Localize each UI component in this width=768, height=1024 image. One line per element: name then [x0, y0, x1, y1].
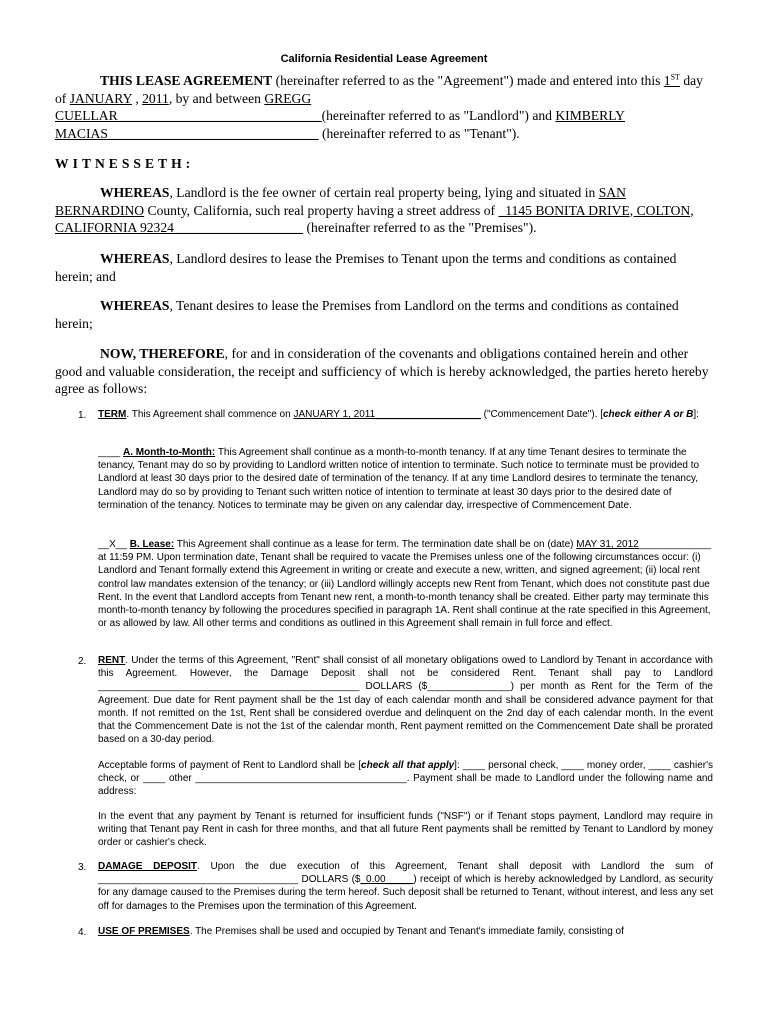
lease-year: 2011 — [142, 90, 169, 106]
option-a-checkbox-blank[interactable]: ____ — [98, 447, 124, 458]
whereas-2-text: , Landlord desires to lease the Premises to Tenant upon the terms and conditions as contained herein; and — [55, 251, 677, 284]
whereas-1-text-3: (hereinafter referred to as the "Premises"). — [303, 220, 537, 235]
rent-payment-forms — [98, 759, 713, 799]
whereas-1-paragraph — [55, 184, 715, 237]
tenant-last-name: MACIAS_______________________________ — [55, 125, 319, 141]
witnesseth-heading: WITNESSETH: — [55, 156, 195, 171]
now-therefore-text: , for and in consideration of the covenants and obligations contained herein and other good and valuable consideration, the receipt and sufficiency of which is hereby acknowledged, the parties hereto hereby agree as follows: — [55, 346, 709, 396]
damage-deposit-label: DAMAGE DEPOSIT — [98, 861, 198, 872]
option-b-text-1: This Agreement shall continue as a lease for term. The termination date shall be on (date) — [174, 539, 577, 550]
rent-text: . Under the terms of this Agreement, "Rent" shall consist of all monetary obligations owed to Landlord by Tenant in accordance with this Agreement. However, the Damage Deposit shall not be considered Rent. Tenant shall pay to Landlord _______________________________________________ DOLLARS ($_______________) per month as Rent for the Term of the Agreement. Due date for Rent payment shall be the 1st day of each calendar month and shall be considered advance payment for that month. If not remitted on the 1st, Rent shall be considered overdue and delinquent on the 2nd day of each calendar month. In the event that the Commencement Date is not the 1st of the calendar month, Rent payment remitted on the Commencement Date shall be prorated based on a 30-day period. — [98, 655, 713, 746]
term-text-2: ("Commencement Date"). [ — [480, 409, 603, 420]
option-b-text-2: at 11:59 PM. Upon termination date, Tenant shall be required to vacate the Premises unless one of the following circumstances occur: (i) Landlord and Tenant formally extend this Agreement in writing or create and execute a new, written, and signed agreement; (ii) local rent control law mandates extension of the tenancy; or (iii) Landlord willingly accepts new Rent from Tenant, which does not constitute past due Rent. In the event that Landlord accepts from Tenant new rent, a month-to-month tenancy shall be created. Either party may terminate this month-to-month tenancy by following the procedures specified in paragraph 1A. Rent shall continue at the rate specified in this Agreement, or as allowed by law. All other terms and conditions as outlined in this Agreement shall remain in full force and effect. — [98, 552, 711, 630]
section-2-number: 2. — [78, 656, 87, 667]
landlord-last-name: CUELLAR______________________________ — [55, 108, 322, 123]
lease-month: JANUARY — [69, 90, 132, 106]
intro-text-2: day of — [55, 73, 703, 106]
rent-nsf-paragraph: In the event that any payment by Tenant is returned for insufficient funds ("NSF") or if Tenant stops payment, Landlord may require in writing that Tenant pay Rent in cash for three months, and that all future Rent payments shall be remitted by Tenant to Landlord by money order or cashier's check. — [98, 811, 713, 849]
now-therefore-lead: NOW, THEREFORE — [100, 346, 225, 361]
whereas-1-text-1: , Landlord is the fee owner of certain real property being, lying and situated in — [169, 185, 599, 200]
whereas-3-lead: WHEREAS — [100, 298, 170, 313]
termination-date-blank: _____________ — [638, 539, 712, 550]
intro-text-1: (hereinafter referred to as the "Agreement") made and entered into this — [272, 73, 664, 88]
section-3-damage-deposit — [98, 860, 713, 913]
deposit-amount: _0.00_____ — [360, 874, 414, 886]
section-1-number: 1. — [78, 410, 87, 421]
option-a-label: A. Month-to-Month: — [123, 447, 216, 458]
section-2-rent — [98, 654, 713, 746]
payment-forms-check-instruction: check all that apply — [361, 760, 455, 771]
option-b-label: B. Lease: — [129, 539, 175, 550]
rent-label: RENT — [98, 655, 126, 666]
damage-deposit-text-2: ) receipt of which is hereby acknowledged by Landlord, as security for any damage caused to the Premises during the term hereof. Such deposit shall be returned to Tenant, without interest, and less any set off for damages to the Premises upon the termination of this Agreement. — [98, 874, 713, 912]
option-a-month-to-month — [98, 446, 713, 512]
intro-lead: THIS LEASE AGREEMENT — [100, 73, 273, 88]
intro-text-6: (hereinafter referred to as "Tenant"). — [318, 125, 520, 141]
landlord-first-name: GREGG — [264, 90, 312, 106]
damage-deposit-text-1: . Upon the due execution of this Agreement, Tenant shall deposit with Landlord the sum of ____________________________________ DOLLARS ($ — [98, 861, 713, 886]
section-4-number: 4. — [78, 927, 87, 938]
whereas-2-lead: WHEREAS — [100, 251, 170, 266]
whereas-1-lead: WHEREAS — [100, 185, 170, 200]
term-label: TERM — [98, 409, 127, 420]
use-of-premises-text: . The Premises shall be used and occupied by Tenant and Tenant's immediate family, consisting of — [189, 926, 624, 937]
use-of-premises-label: USE OF PREMISES — [98, 926, 190, 937]
option-b-checkbox-mark[interactable]: __X__ — [98, 539, 130, 550]
now-therefore-paragraph — [55, 345, 715, 398]
section-3-number: 3. — [78, 862, 87, 873]
termination-date: MAY 31, 2012 — [576, 539, 639, 550]
intro-text-5: (hereinafter referred to as "Landlord") and — [321, 108, 556, 123]
term-check-instruction: check either A or B — [603, 409, 694, 420]
payment-forms-text-2: ]: ____ personal check, ____ money order, ____ cashier's check, or ____ other ______________________________________. Payment shall be made to Landlord under the following name and address: — [98, 760, 713, 798]
section-1-term — [98, 408, 713, 421]
option-a-text: This Agreement shall continue as a month-to-month tenancy. If at any time Tenant desires to terminate the tenancy, Tenant may do so by providing to Landlord written notice of intention to terminate. Such notice to terminate must be provided to Landlord at least 30 days prior to the desired date of termination of the tenancy. If at any time Landlord desires to terminate the tenancy, Landlord may do so by providing to Tenant such written notice of intention to terminate at least 30 days prior to the desired date of termination of the tenancy. Notices to terminate may be given on any calendar day, irrespective of Commencement Date. — [98, 447, 700, 511]
intro-text-3: , — [131, 90, 143, 106]
intro-text-4: , by and between — [168, 90, 265, 106]
county-name: SAN BERNARDINO — [55, 185, 626, 218]
whereas-1-text-2: County, California, such real property having a street address of — [144, 202, 499, 218]
whereas-2-paragraph — [55, 250, 715, 285]
tenant-first-name: KIMBERLY — [555, 108, 625, 123]
commencement-date: JANUARY 1, 2011___________________ — [293, 409, 481, 420]
whereas-3-paragraph — [55, 297, 715, 332]
whereas-3-text: , Tenant desires to lease the Premises from Landlord on the terms and conditions as contained herein; — [55, 298, 679, 331]
section-4-use-of-premises — [98, 925, 713, 938]
property-address: _1145 BONITA DRIVE, COLTON, CALIFORNIA 92324___________________ — [55, 202, 694, 235]
intro-paragraph — [55, 72, 715, 142]
lease-day-suffix: ST — [670, 72, 680, 82]
option-b-lease — [98, 538, 713, 630]
term-text-1: . This Agreement shall commence on — [126, 409, 294, 420]
term-text-3: ]: — [693, 409, 699, 420]
payment-forms-text-1: Acceptable forms of payment of Rent to Landlord shall be [ — [98, 760, 362, 771]
document-title: California Residential Lease Agreement — [280, 53, 488, 65]
lease-day: 1ST — [663, 72, 680, 88]
